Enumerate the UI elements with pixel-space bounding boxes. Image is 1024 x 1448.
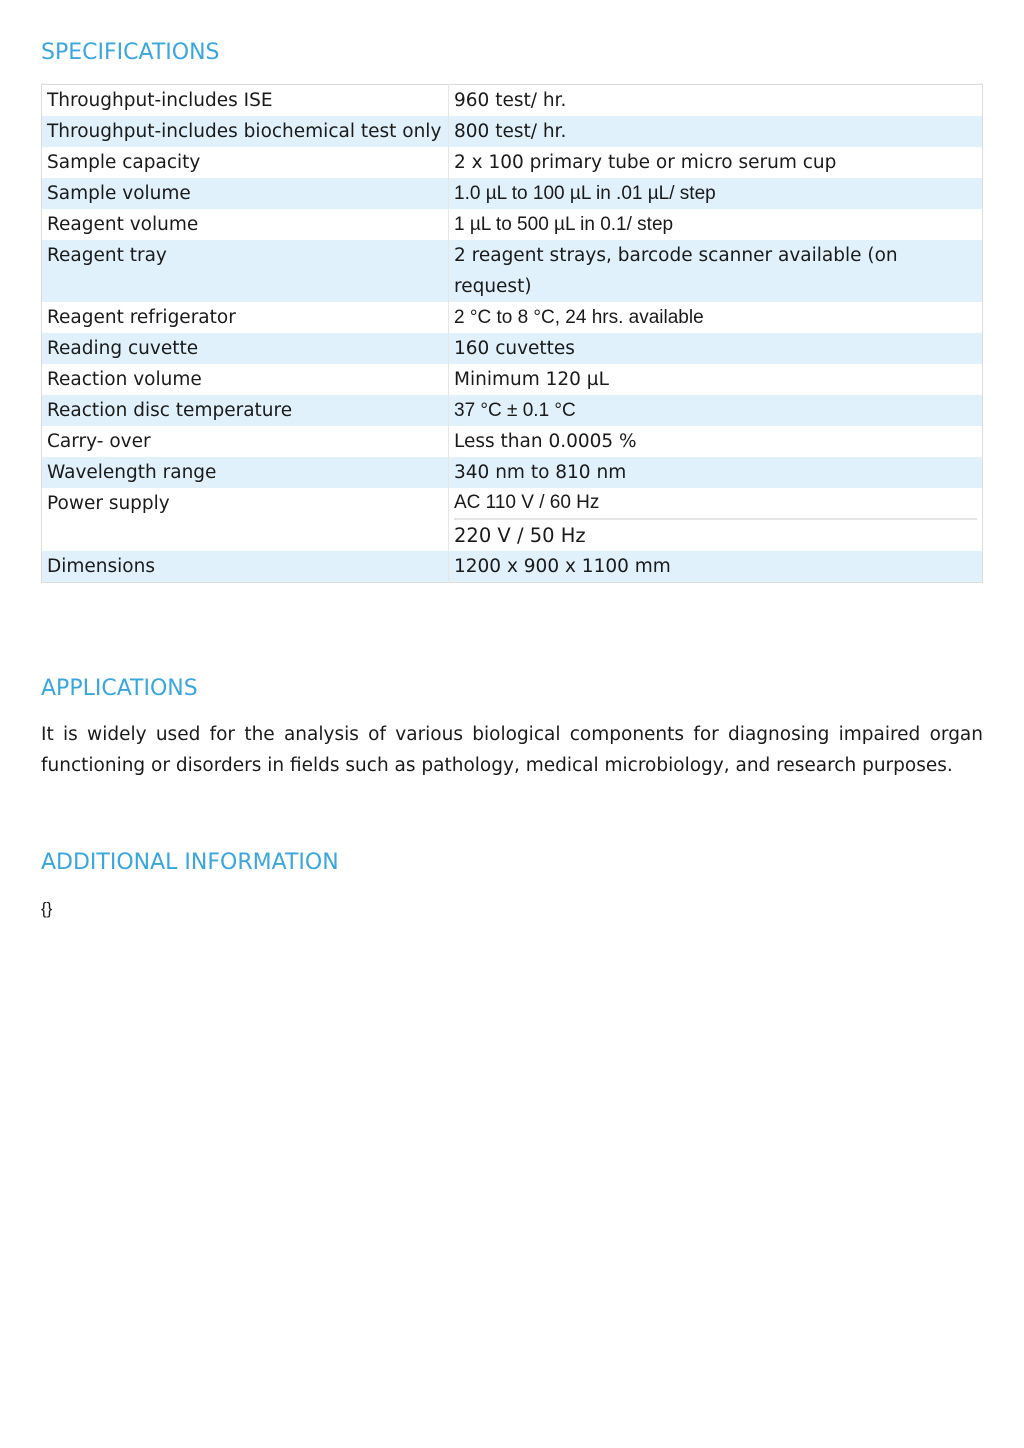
spec-value: 2 reagent strays, barcode scanner available (on request) (449, 240, 983, 302)
spec-value: 1200 x 900 x 1100 mm (449, 551, 983, 583)
spec-value: Less than 0.0005 % (449, 426, 983, 457)
spec-label: Sample volume (42, 178, 449, 209)
spec-value: 1.0 µL to 100 µL in .01 µL/ step (449, 178, 983, 209)
table-row (42, 85, 983, 117)
table-row (42, 240, 983, 302)
table-row (42, 457, 983, 488)
additional-information-heading: ADDITIONAL INFORMATION (41, 850, 339, 875)
spec-label: Reagent volume (42, 209, 449, 240)
spec-label: Carry- over (42, 426, 449, 457)
table-row (42, 488, 983, 551)
spec-label: Throughput-includes ISE (42, 85, 449, 117)
additional-information-text: {} (41, 899, 53, 918)
spec-value: 2 °C to 8 °C, 24 hrs. available (449, 302, 983, 333)
applications-text: It is widely used for the analysis of various biological components for diagnosing impaired organ functioning or disorders in fields such as pathology, medical microbiology, and research purposes. (41, 724, 983, 776)
spec-value: 800 test/ hr. (449, 116, 983, 147)
table-row (42, 551, 983, 583)
table-row (42, 147, 983, 178)
table-row (42, 426, 983, 457)
spec-label: Reaction volume (42, 364, 449, 395)
spec-label: Power supply (42, 488, 449, 551)
applications-heading: APPLICATIONS (41, 676, 198, 701)
table-row (42, 209, 983, 240)
table-row (42, 395, 983, 426)
table-row (42, 302, 983, 333)
power-supply-line-1: AC 110 V / 60 Hz (454, 488, 977, 520)
spec-label: Dimensions (42, 551, 449, 583)
spec-label: Reagent refrigerator (42, 302, 449, 333)
spec-label: Reaction disc temperature (42, 395, 449, 426)
spec-value: Minimum 120 µL (449, 364, 983, 395)
spec-label: Wavelength range (42, 457, 449, 488)
specifications-table (41, 84, 983, 583)
spec-value: 340 nm to 810 nm (449, 457, 983, 488)
spec-label: Sample capacity (42, 147, 449, 178)
table-row (42, 364, 983, 395)
spec-value: 1 µL to 500 µL in 0.1/ step (449, 209, 983, 240)
spec-value: 160 cuvettes (449, 333, 983, 364)
power-supply-line-2: 220 V / 50 Hz (454, 524, 586, 547)
specifications-heading: SPECIFICATIONS (41, 40, 220, 65)
table-row (42, 116, 983, 147)
spec-label: Reading cuvette (42, 333, 449, 364)
table-row (42, 178, 983, 209)
spec-value: 2 x 100 primary tube or micro serum cup (449, 147, 983, 178)
spec-value (449, 488, 983, 551)
spec-value: 960 test/ hr. (449, 85, 983, 117)
spec-label: Throughput-includes biochemical test only (42, 116, 449, 147)
spec-label: Reagent tray (42, 240, 449, 302)
table-row (42, 333, 983, 364)
spec-value: 37 °C ± 0.1 °C (449, 395, 983, 426)
